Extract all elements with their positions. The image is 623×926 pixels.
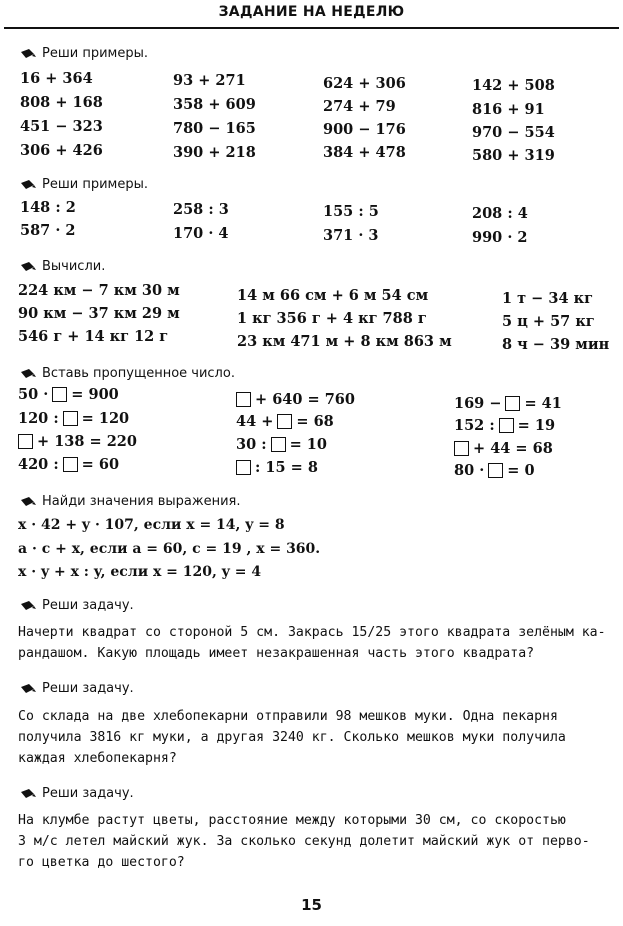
- page-number: 15: [301, 896, 322, 914]
- task-text: [18, 706, 618, 769]
- missing-number-equation: 169 − = 41: [454, 395, 562, 412]
- task-line: 3 м/с летел майский жук. За сколько секунд долетит майский жук от перво-: [18, 834, 590, 849]
- missing-number-equation: : 15 = 8: [236, 459, 318, 476]
- example: 384 + 478: [323, 144, 406, 161]
- section-heading-text: Реши задачу.: [42, 598, 134, 613]
- example: 23 км 471 м + 8 км 863 м: [237, 333, 452, 350]
- section-heading-text: Реши примеры.: [42, 46, 148, 61]
- section-heading-text: Вычисли.: [42, 259, 106, 274]
- pencil-icon: [20, 368, 36, 379]
- answer-box: [499, 418, 514, 433]
- missing-number-equation: + 640 = 760: [236, 391, 355, 408]
- answer-box: [271, 437, 286, 452]
- example: 624 + 306: [323, 75, 406, 92]
- example: 780 − 165: [173, 120, 256, 137]
- task-line: Начерти квадрат со стороной 5 см. Закрась 15/25 этого квадрата зелёным ка-: [18, 625, 606, 640]
- page-title: ЗАДАНИЕ НА НЕДЕЛЮ: [218, 4, 405, 20]
- example: 93 + 271: [173, 72, 246, 89]
- section-heading: [20, 366, 235, 381]
- pencil-icon: [20, 683, 36, 694]
- missing-number-equation: 30 : = 10: [236, 436, 327, 453]
- example: 8 ч − 39 мин: [502, 336, 610, 353]
- section-heading: [20, 177, 148, 192]
- section-heading: [20, 494, 240, 509]
- example: 900 − 176: [323, 121, 406, 138]
- task-line: каждая хлебопекарня?: [18, 751, 177, 766]
- example: 970 − 554: [472, 124, 555, 141]
- example: 14 м 66 см + 6 м 54 см: [237, 287, 429, 304]
- example: 580 + 319: [472, 147, 555, 164]
- missing-number-equation: 80 · = 0: [454, 462, 535, 479]
- example: 170 · 4: [173, 225, 229, 242]
- answer-box: [18, 434, 33, 449]
- answer-box: [505, 396, 520, 411]
- example: 990 · 2: [472, 229, 528, 246]
- pencil-icon: [20, 788, 36, 799]
- example: 1 кг 356 г + 4 кг 788 г: [237, 310, 427, 327]
- example: 224 км − 7 км 30 м: [18, 282, 180, 299]
- example: 546 г + 14 кг 12 г: [18, 328, 169, 345]
- answer-box: [63, 457, 78, 472]
- pencil-icon: [20, 496, 36, 507]
- example: 274 + 79: [323, 98, 396, 115]
- title-divider: [4, 27, 619, 29]
- answer-box: [63, 411, 78, 426]
- answer-box: [488, 463, 503, 478]
- section-heading: [20, 598, 134, 613]
- section-heading-text: Найди значения выражения.: [42, 494, 241, 509]
- section-heading-text: Реши задачу.: [42, 681, 134, 696]
- example: 16 + 364: [20, 70, 93, 87]
- pencil-icon: [20, 48, 36, 59]
- example: 390 + 218: [173, 144, 256, 161]
- example: 1 т − 34 кг: [502, 290, 593, 307]
- example: 451 − 323: [20, 118, 103, 135]
- task-line: получила 3816 кг муки, а другая 3240 кг. Сколько мешков муки получила: [18, 730, 566, 745]
- missing-number-equation: 420 : = 60: [18, 456, 120, 473]
- section-heading: [20, 786, 134, 801]
- task-line: На клумбе растут цветы, расстояние между которыми 30 см, со скоростью: [18, 813, 566, 828]
- section-heading-text: Реши примеры.: [42, 177, 148, 192]
- answer-box: [236, 392, 251, 407]
- answer-box: [52, 387, 67, 402]
- example: 90 км − 37 км 29 м: [18, 305, 180, 322]
- section-heading: [20, 46, 148, 61]
- section-heading: [20, 681, 134, 696]
- answer-box: [454, 441, 469, 456]
- example: 587 · 2: [20, 222, 76, 239]
- example: 5 ц + 57 кг: [502, 313, 595, 330]
- expression: a · c + x, если a = 60, c = 19 , x = 360.: [18, 541, 321, 557]
- pencil-icon: [20, 179, 36, 190]
- missing-number-equation: + 44 = 68: [454, 440, 553, 457]
- example: 208 : 4: [472, 205, 528, 222]
- answer-box: [236, 460, 251, 475]
- pencil-icon: [20, 261, 36, 272]
- task-line: го цветка до шестого?: [18, 855, 185, 870]
- example: 155 : 5: [323, 203, 379, 220]
- task-line: Со склада на две хлебопекарни отправили 98 мешков муки. Одна пекарня: [18, 709, 558, 724]
- example: 148 : 2: [20, 199, 76, 216]
- missing-number-equation: + 138 = 220: [18, 433, 137, 450]
- expression: x · y + x : y, если x = 120, y = 4: [18, 564, 262, 580]
- missing-number-equation: 120 : = 120: [18, 410, 130, 427]
- section-heading: [20, 259, 105, 274]
- pencil-icon: [20, 600, 36, 611]
- answer-box: [277, 414, 292, 429]
- section-heading-text: Реши задачу.: [42, 786, 134, 801]
- example: 816 + 91: [472, 101, 545, 118]
- example: 358 + 609: [173, 96, 256, 113]
- task-text: [18, 810, 618, 873]
- task-text: [18, 622, 618, 664]
- example: 808 + 168: [20, 94, 103, 111]
- task-line: рандашом. Какую площадь имеет незакрашенная часть этого квадрата?: [18, 646, 535, 661]
- example: 371 · 3: [323, 227, 379, 244]
- missing-number-equation: 44 + = 68: [236, 413, 334, 430]
- expression: x · 42 + y · 107, если x = 14, y = 8: [18, 517, 285, 533]
- missing-number-equation: 152 : = 19: [454, 417, 556, 434]
- missing-number-equation: 50 · = 900: [18, 386, 119, 403]
- example: 258 : 3: [173, 201, 229, 218]
- example: 142 + 508: [472, 77, 555, 94]
- section-heading-text: Вставь пропущенное число.: [42, 366, 235, 381]
- example: 306 + 426: [20, 142, 103, 159]
